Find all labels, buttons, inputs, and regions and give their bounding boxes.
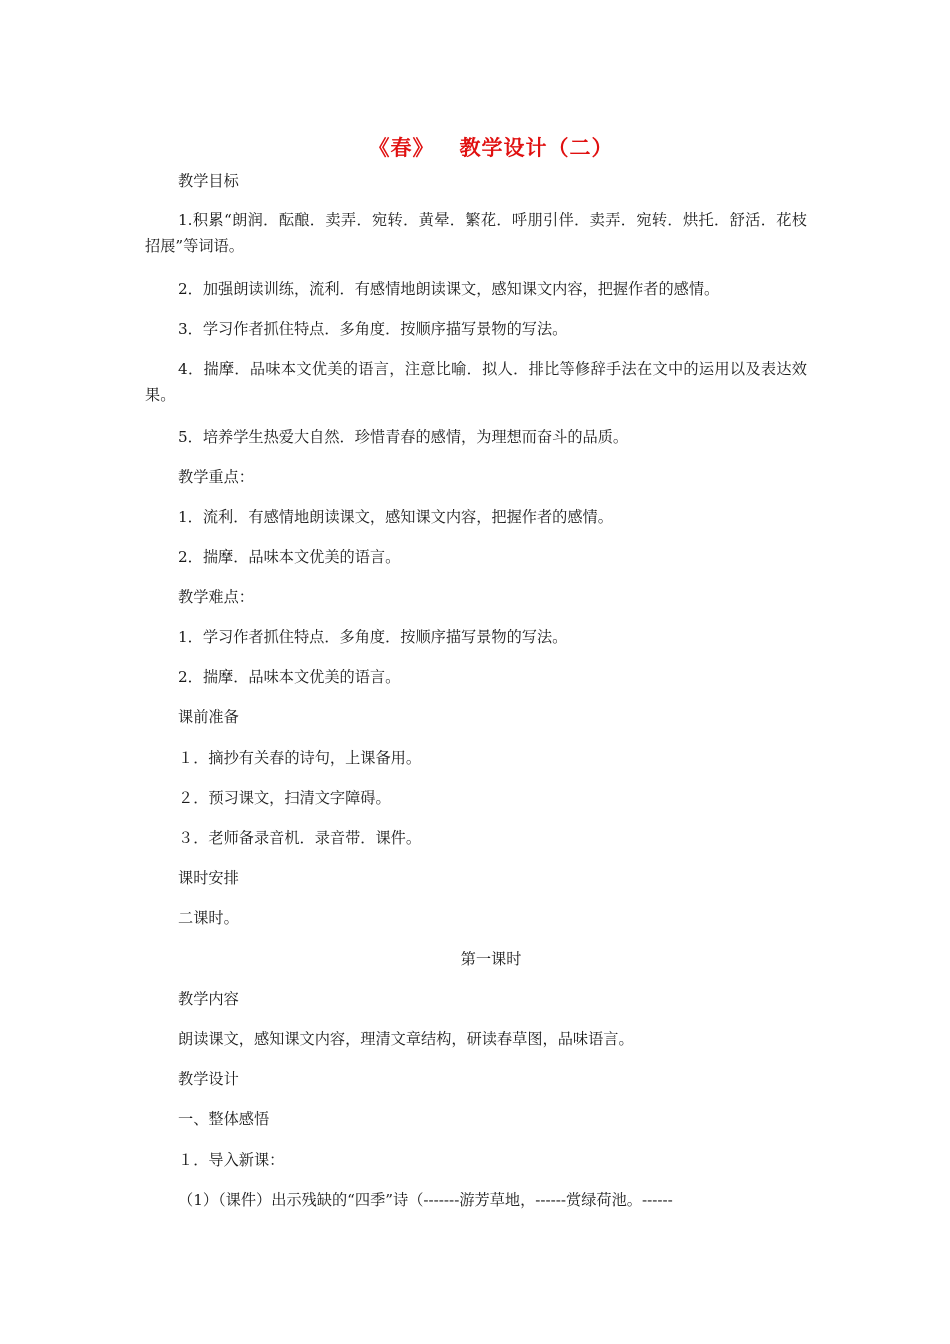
- paragraph: 教学难点：: [178, 588, 254, 606]
- paragraph: 朗读课文，感知课文内容，理清文章结构，研读春草图，品味语言。: [178, 1030, 634, 1048]
- paragraph: ２．预习课文，扫清文字障碍。: [178, 789, 391, 807]
- document-title: 《春》 教学设计（二）: [368, 135, 614, 160]
- paragraph: 3．学习作者抓住特点．多角度．按顺序描写景物的写法。: [178, 320, 568, 338]
- paragraph: （1）（课件）出示残缺的“四季”诗（-------游芳草地，------赏绿荷池。------: [178, 1191, 673, 1209]
- paragraph: 2．揣摩．品味本文优美的语言。: [178, 668, 401, 686]
- paragraph: 二课时。: [178, 909, 239, 927]
- paragraph: 一、整体感悟: [178, 1110, 270, 1128]
- paragraph: １．摘抄有关春的诗句，上课备用。: [178, 749, 421, 767]
- paragraph: 课时安排: [178, 869, 239, 887]
- paragraph: 教学内容: [178, 990, 239, 1008]
- paragraph: 课前准备: [178, 708, 239, 726]
- paragraph: 2．揣摩．品味本文优美的语言。: [178, 548, 401, 566]
- paragraph: 1．学习作者抓住特点．多角度．按顺序描写景物的写法。: [178, 628, 568, 646]
- paragraph: 1．流利．有感情地朗读课文，感知课文内容，把握作者的感情。: [178, 508, 613, 526]
- paragraph: 5．培养学生热爱大自然．珍惜青春的感情，为理想而奋斗的品质。: [178, 428, 629, 446]
- paragraph: 教学目标: [178, 172, 239, 190]
- paragraph: 4．揣摩．品味本文优美的语言，注意比喻．拟人．排比等修辞手法在文中的运用以及表达效果。: [145, 360, 807, 404]
- paragraph: １．导入新课：: [178, 1151, 285, 1169]
- paragraph: 教学重点：: [178, 468, 254, 486]
- paragraph: ３．老师备录音机．录音带．课件。: [178, 829, 421, 847]
- paragraph: 2．加强朗读训练，流利．有感情地朗读课文，感知课文内容，把握作者的感情。: [178, 280, 720, 298]
- section-heading: 第一课时: [460, 950, 522, 968]
- paragraph: 教学设计: [178, 1070, 239, 1088]
- paragraph: 1.积累“朗润．酝酿．卖弄．宛转．黄晕．繁花．呼朋引伴．卖弄．宛转．烘托．舒活．花枝招展”等词语。: [145, 211, 807, 255]
